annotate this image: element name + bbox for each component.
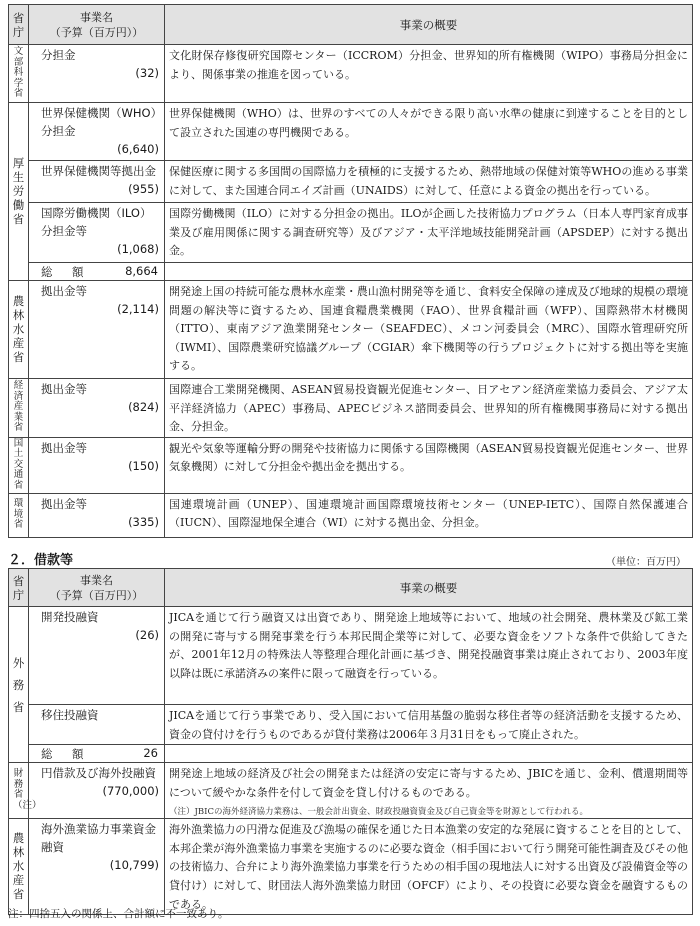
table-row: [9, 161, 693, 203]
ministry-cell: 文部科学省: [9, 45, 29, 103]
summary-cell: 開発途上国の持続可能な農林水産業・農山漁村開発等を通じ、食料安全保障の達成及び地球的規模の環境問題の解決等に資するため、国連食糧農業機関（FAO）、世界食糧計画（WFP）、国際熱帯木材機関（ITTO）、東南アジア漁業開発センター（SEAFDEC）、メコン河委員会（MRC）、国際水管理研究所（IWMI）、国際農業研究協議グループ（CGIAR）傘下機関等の行うプロジェクトに対する拠出等を実施する。: [165, 281, 693, 379]
header-ministry: 省庁: [9, 5, 29, 45]
project-cell: 拠出金等 (2,114): [29, 281, 165, 379]
table-header-row: [9, 5, 693, 45]
summary-cell: 開発途上地域の経済及び社会の開発または経済の安定に寄与するため、JBICを通じ、金利、償還期間等について緩やかな条件を付して資金を貸し付けるものである。: [165, 763, 693, 805]
ministry-cell: 国土交通省: [9, 437, 29, 493]
table-row: [9, 763, 693, 805]
table-header-row: [9, 569, 693, 607]
summary-cell: 国際労働機関（ILO）に対する分担金の拠出。ILOが企画した技術協力プログラム（日本人専門家育成事業及び雇用関係に関する調査研究等）及びアジア・太平洋地域技能開発計画（APSDEP）に対する拠出金。: [165, 203, 693, 263]
summary-cell: 観光や気象等運輸分野の開発や技術協力に関係する国際機関（ASEAN貿易投資観光促進センター、世界気象機関）に対して分担金や拠出金を拠出する。: [165, 437, 693, 493]
header-summary: 事業の概要: [165, 569, 693, 607]
table-row: [9, 607, 693, 705]
project-cell: 分担金 (32): [29, 45, 165, 103]
footnote: 注：四捨五入の関係上、合計額に不一致あり。: [8, 908, 229, 920]
ministry-cell: 財務省（注）: [9, 763, 29, 819]
unit-label: （単位：百万円）: [606, 557, 686, 568]
summary-cell: 国連環境計画（UNEP）、国連環境計画国際環境技術センター（UNEP-IETC）、国際自然保護連合（IUCN）、国際湿地保全連合（WI）に対する拠出金、分担金。: [165, 493, 693, 537]
table-row: [9, 379, 693, 438]
header-project: 事業名 （予算（百万円））: [29, 569, 165, 607]
ministry-cell: 環境省: [9, 493, 29, 537]
summary-cell: 国際連合工業開発機関、ASEAN貿易投資観光促進センター、日アセアン経済産業協力委員会、アジア太平洋経済協力（APEC）事務局、APECビジネス諮問委員会、世界知的所有権機関事務局に対する拠出金、分担金。: [165, 379, 693, 438]
table-row: [9, 437, 693, 493]
ministry-cell: 経済産業省: [9, 379, 29, 438]
total-row: [9, 263, 693, 281]
summary-cell: 文化財保存修復研究国際センター（ICCROM）分担金、世界知的所有権機関（WIPO）事務局分担金により、関係事業の推進を図っている。: [165, 45, 693, 103]
section-title: ２．借款等: [8, 553, 74, 568]
header-project: 事業名 （予算（百万円））: [29, 5, 165, 45]
project-cell: 拠出金等 (150): [29, 437, 165, 493]
inline-note: （注）JBICの海外経済協力業務は、一般会計出資金、財政投融資資金及び自己資金等を財源として行われる。: [165, 805, 693, 819]
project-cell: 世界保健機関等拠出金 (955): [29, 161, 165, 203]
header-ministry: 省庁: [9, 569, 29, 607]
table-row: [9, 103, 693, 161]
table-row: [9, 203, 693, 263]
ministry-cell: 外務省: [9, 607, 29, 763]
total-row: [9, 745, 693, 763]
project-cell: 海外漁業協力事業資金融資 (10,799): [29, 819, 165, 915]
table-row: [9, 819, 693, 915]
table-row: [9, 493, 693, 537]
loans-table: [8, 568, 693, 915]
header-summary: 事業の概要: [165, 5, 693, 45]
ministry-cell: 農林水産省: [9, 281, 29, 379]
grants-table: [8, 4, 693, 538]
empty-cell: [165, 745, 693, 763]
project-cell: 拠出金等 (824): [29, 379, 165, 438]
empty-cell: [165, 263, 693, 281]
project-cell: 世界保健機関（WHO）分担金 (6,640): [29, 103, 165, 161]
project-cell: 円借款及び海外投融資 (770,000): [29, 763, 165, 819]
table-row: [9, 705, 693, 745]
project-cell: 拠出金等 (335): [29, 493, 165, 537]
summary-cell: JICAを通じて行う事業であり、受入国において信用基盤の脆弱な移住者等の経済活動を支援するため、資金の貸付けを行うものであるが貸付業務は2006年３月31日をもって廃止された。: [165, 705, 693, 745]
project-cell: 国際労働機関（ILO）分担金等 (1,068): [29, 203, 165, 263]
summary-cell: 世界保健機関（WHO）は、世界のすべての人々ができる限り高い水準の健康に到達することを目的として設立された国連の専門機関である。: [165, 103, 693, 161]
table-row: [9, 45, 693, 103]
summary-cell: 海外漁業協力の円滑な促進及び漁場の確保を通じた日本漁業の安定的な発展に資することを目的として、本邦企業が海外漁業協力事業を実施するのに必要な資金（相手国において行う開発可能性調査及びその他の技術協力、合弁により海外漁業協力事業を行うための相手国の現地法人に対する出資及び設備資金等の貸付け）に対して、財団法人海外漁業協力財団（OFCF）により、その投資に必要な資金を融資するものである。: [165, 819, 693, 915]
summary-cell: JICAを通じて行う融資又は出資であり、開発途上地域等において、地域の社会開発、農林業及び鉱工業の開発に寄与する開発事業を行う本邦民間企業等に対して、必要な資金をソフトな条件で供給してきたが、2001年12月の特殊法人等整理合理化計画に基づき、開発投融資事業は廃止されており、2003年度以降は既に承諾済みの案件に限って融資を行っている。: [165, 607, 693, 705]
project-cell: 移住投融資: [29, 705, 165, 745]
total-cell: 総 額 26: [29, 745, 165, 763]
ministry-cell: 農林水産省: [9, 819, 29, 915]
total-cell: 総 額 8,664: [29, 263, 165, 281]
project-cell: 開発投融資 (26): [29, 607, 165, 705]
table-row: [9, 281, 693, 379]
ministry-cell: 厚生労働省: [9, 103, 29, 281]
summary-cell: 保健医療に関する多国間の国際協力を積極的に支援するため、熱帯地域の保健対策等WHOの進める事業に対して、また国連合同エイズ計画（UNAIDS）に対して、任意による資金の拠出を行っている。: [165, 161, 693, 203]
